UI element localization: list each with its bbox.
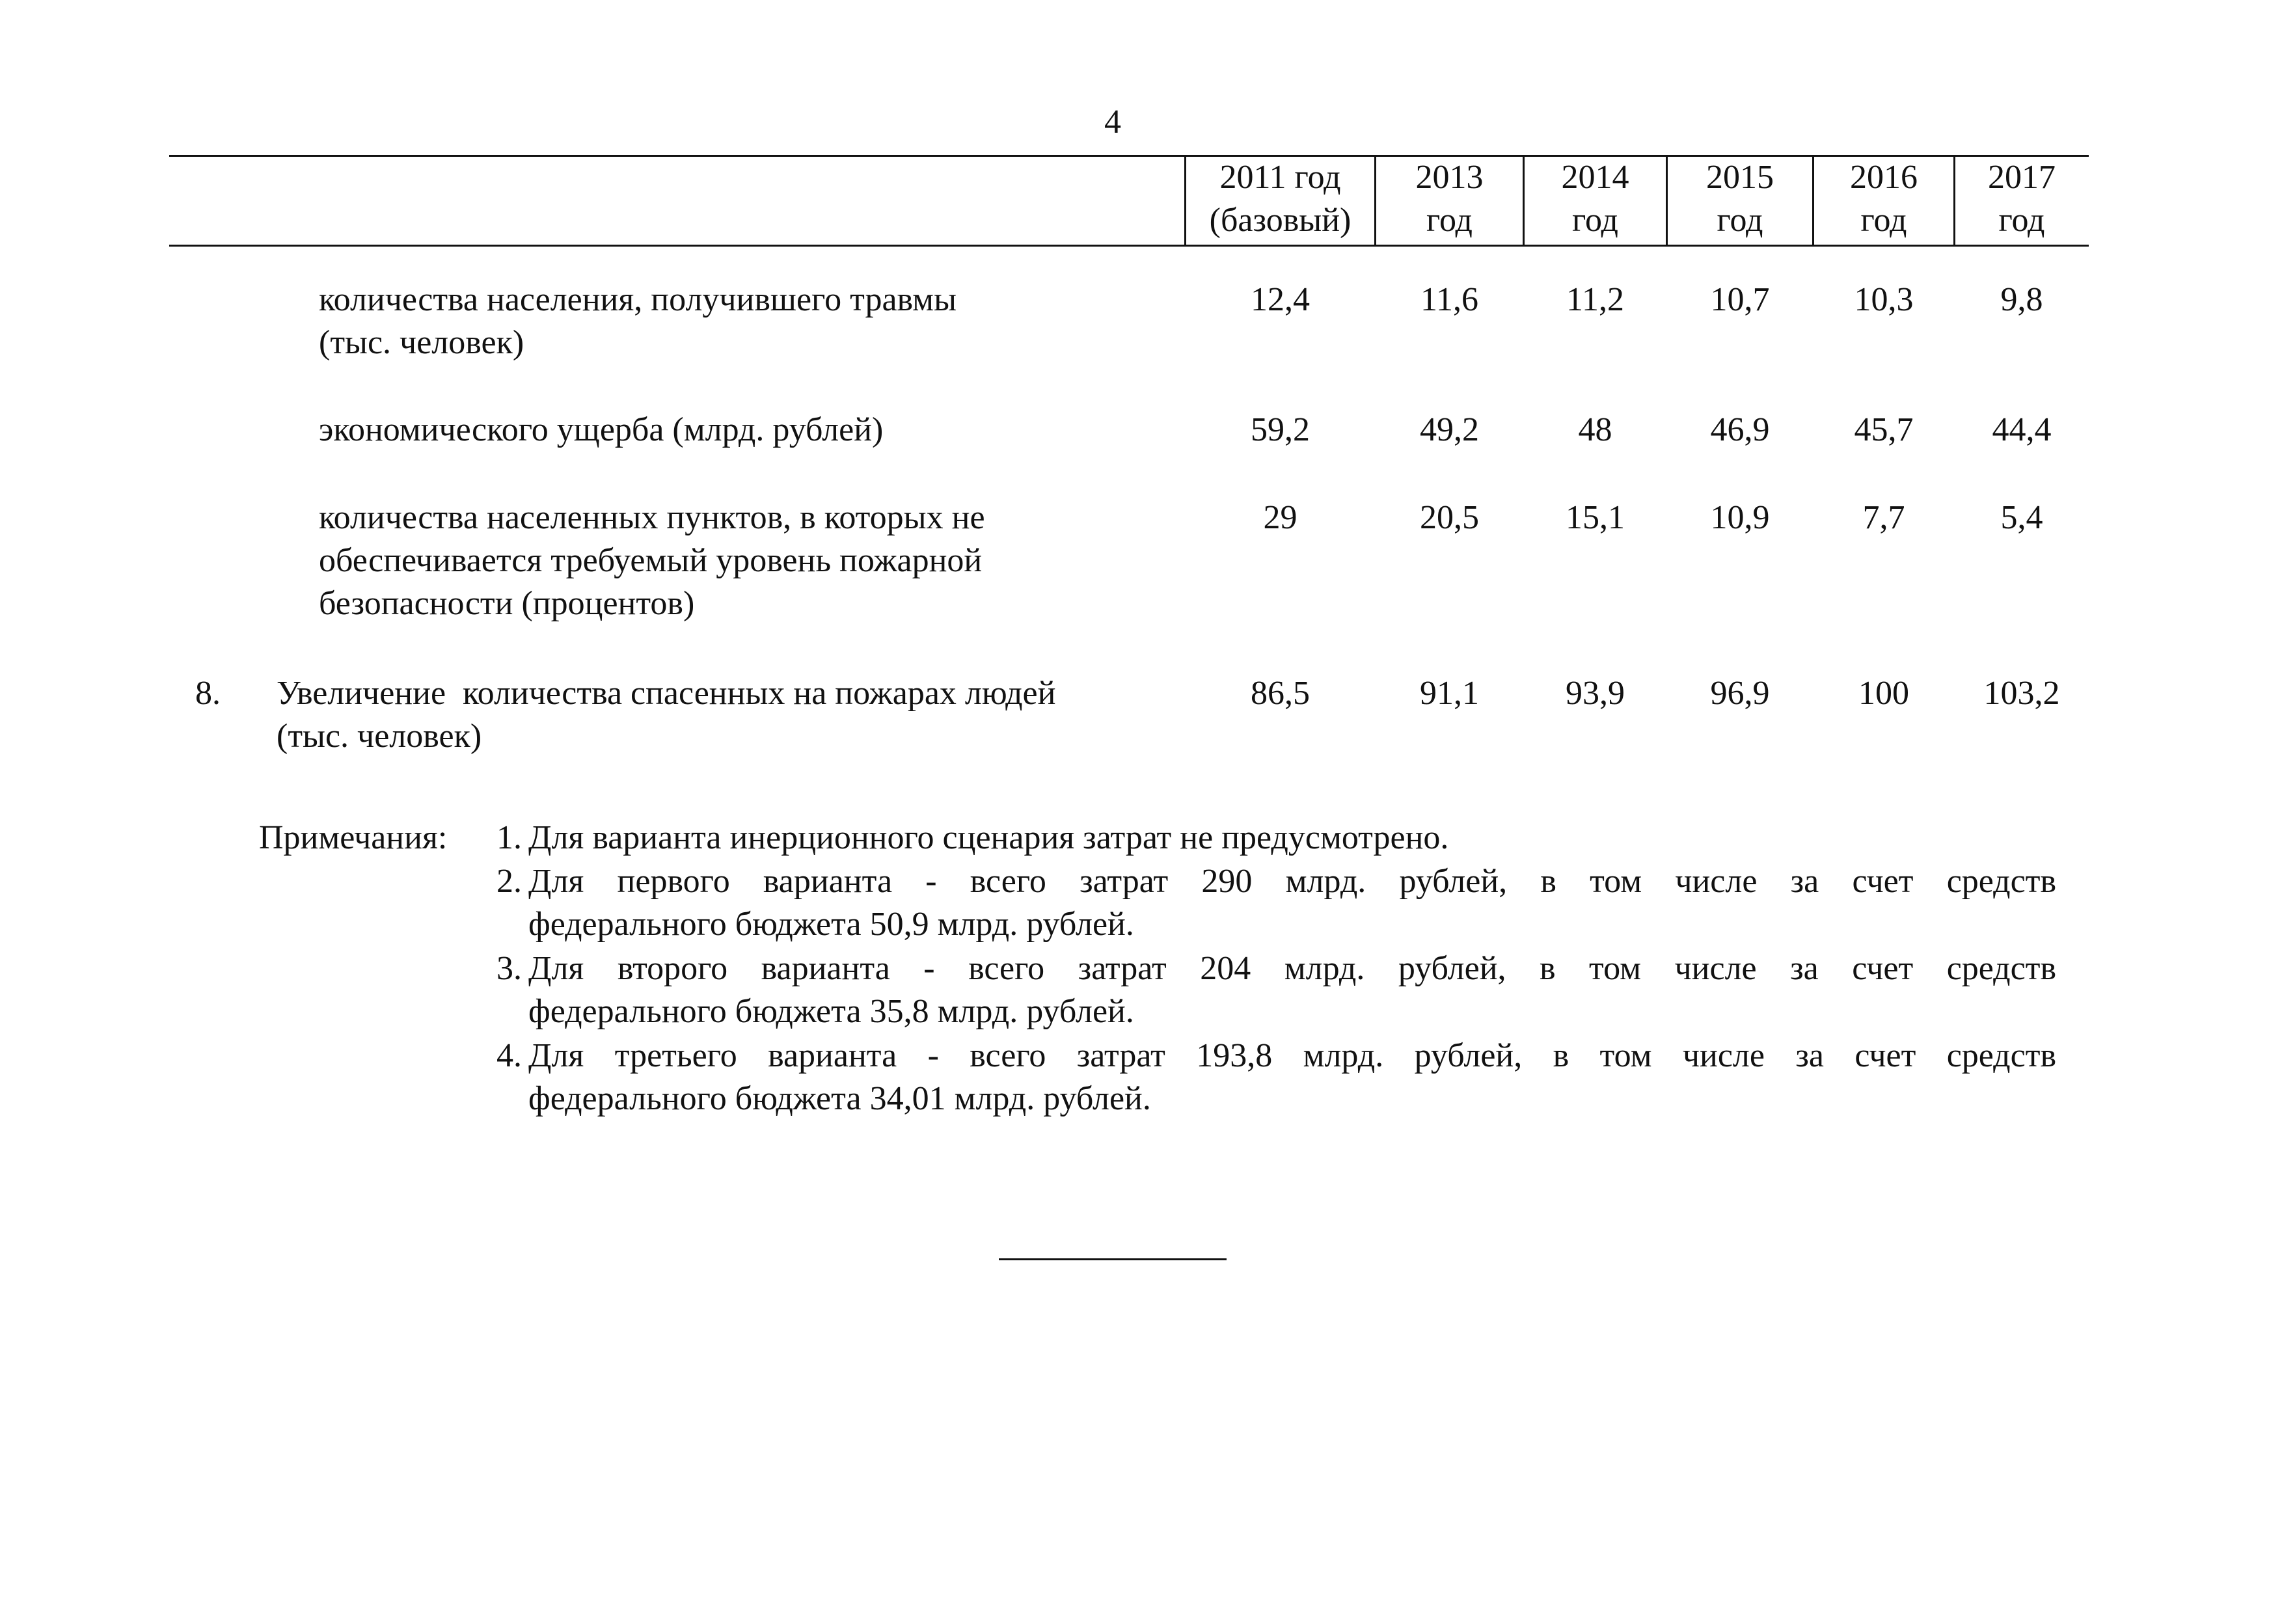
header-divider-3 — [1666, 156, 1668, 245]
table-cell: 15,1 — [1566, 499, 1625, 536]
note-line: Для третьего варианта - всего затрат 193,8 млрд. рублей, в том числе за счет средств — [528, 1037, 2056, 1074]
table-cell: 91,1 — [1420, 675, 1479, 712]
note-number: 1. — [496, 819, 522, 856]
note-number: 4. — [496, 1037, 522, 1074]
header-divider-5 — [1953, 156, 1955, 245]
table-cell: 9,8 — [2000, 281, 2043, 318]
note-line: Для второго варианта - всего затрат 204 млрд. рублей, в том числе за счет средств — [528, 950, 2056, 987]
header-divider-0 — [1184, 156, 1186, 245]
row-label-line: экономического ущерба (млрд. рублей) — [319, 411, 884, 448]
table-cell: 48 — [1578, 411, 1612, 448]
column-header-line2: год — [1998, 202, 2045, 239]
column-header-line2: год — [1860, 202, 1907, 239]
column-header-2017 — [1957, 156, 2087, 247]
column-header-2016 — [1815, 156, 1952, 247]
table-cell: 29 — [1263, 499, 1297, 536]
end-of-document-rule — [999, 1258, 1227, 1260]
header-divider-1 — [1374, 156, 1376, 245]
row-number: 8. — [195, 675, 221, 712]
row-label-settlements — [319, 496, 985, 625]
note-line: федерального бюджета 35,8 млрд. рублей. — [528, 993, 1134, 1030]
note-number: 2. — [496, 863, 522, 900]
column-header-2014 — [1526, 156, 1664, 247]
column-header-line1: 2014 — [1561, 159, 1629, 196]
row-label-line: безопасности (процентов) — [319, 585, 695, 622]
note-text — [528, 1035, 2056, 1120]
column-header-line1: 2011 год — [1219, 159, 1341, 196]
table-cell: 44,4 — [1992, 411, 2052, 448]
row-label-line: количества населенных пунктов, в которых не — [319, 499, 985, 536]
column-header-2015 — [1669, 156, 1811, 247]
table-cell: 100 — [1858, 675, 1909, 712]
table-cell: 45,7 — [1854, 411, 1914, 448]
note-item — [482, 860, 2056, 946]
page-number: 4 — [1104, 103, 1121, 141]
row-label-line: (тыс. человек) — [277, 718, 482, 755]
table-cell: 10,3 — [1854, 281, 1914, 318]
header-divider-2 — [1523, 156, 1525, 245]
column-header-line2: (базовый) — [1209, 202, 1352, 239]
notes-heading: Примечания: — [259, 819, 448, 856]
table-cell: 12,4 — [1251, 281, 1310, 318]
note-line: Для первого варианта - всего затрат 290 млрд. рублей, в том числе за счет средств — [528, 863, 2056, 900]
table-cell: 5,4 — [2000, 499, 2043, 536]
column-header-line2: год — [1572, 202, 1618, 239]
note-line: федерального бюджета 34,01 млрд. рублей. — [528, 1080, 1151, 1117]
table-cell: 96,9 — [1710, 675, 1770, 712]
table-cell: 10,7 — [1710, 281, 1770, 318]
table-cell: 86,5 — [1251, 675, 1310, 712]
header-divider-4 — [1812, 156, 1814, 245]
row-label-line: Увеличение количества спасенных на пожарах людей — [277, 675, 1056, 712]
column-header-line2: год — [1426, 202, 1473, 239]
column-header-2013 — [1378, 156, 1521, 247]
row-label-injuries — [319, 278, 957, 364]
table-cell: 49,2 — [1420, 411, 1479, 448]
row-label-line: обеспечивается требуемый уровень пожарной — [319, 542, 983, 579]
table-cell: 93,9 — [1566, 675, 1625, 712]
table-cell: 10,9 — [1710, 499, 1770, 536]
note-item — [482, 947, 2056, 1033]
row-label-line: (тыс. человек) — [319, 324, 524, 361]
row-label-rescued-people — [277, 672, 1055, 758]
table-cell: 7,7 — [1862, 499, 1905, 536]
note-text — [528, 817, 2056, 859]
table-cell: 11,6 — [1420, 281, 1479, 318]
table-cell: 103,2 — [1983, 675, 2060, 712]
column-header-line1: 2013 — [1415, 159, 1484, 196]
table-cell: 59,2 — [1251, 411, 1310, 448]
row-label-line: количества населения, получившего травмы — [319, 281, 957, 318]
note-line: Для варианта инерционного сценария затрат не предусмотрено. — [528, 819, 1449, 856]
column-header-2011 — [1188, 156, 1373, 247]
column-header-line2: год — [1717, 202, 1763, 239]
table-cell: 46,9 — [1710, 411, 1770, 448]
row-label-economic-damage — [319, 409, 883, 452]
note-text — [528, 947, 2056, 1033]
table-cell: 11,2 — [1566, 281, 1625, 318]
note-text — [528, 860, 2056, 946]
column-header-line1: 2017 — [1988, 159, 2056, 196]
note-item — [482, 1035, 2056, 1120]
note-number: 3. — [496, 950, 522, 987]
note-item — [482, 817, 2056, 859]
column-header-line1: 2015 — [1706, 159, 1774, 196]
table-cell: 20,5 — [1420, 499, 1479, 536]
note-line: федерального бюджета 50,9 млрд. рублей. — [528, 906, 1134, 943]
column-header-line1: 2016 — [1850, 159, 1918, 196]
